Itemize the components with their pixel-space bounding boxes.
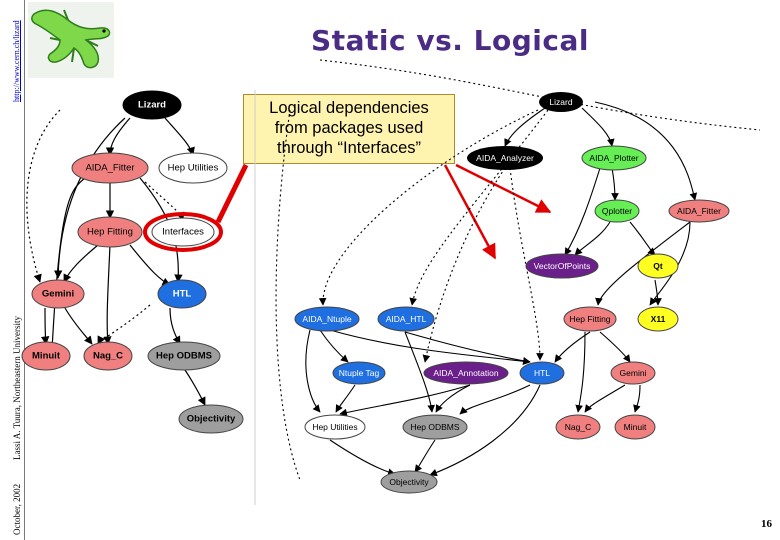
node-label: Gemini [41,288,75,300]
node-label: AIDA_HTL [385,314,427,324]
node-logical-aida-annotation[interactable] [424,362,508,384]
node-logical-aida-plotter[interactable] [582,146,646,170]
node-static-aida-fitter[interactable] [72,153,148,183]
node-static-nag-c[interactable] [84,342,132,370]
callout-line-1: Logical dependencies [269,99,429,117]
author-text: Lassi A. Tuura, Northeastern University [12,316,22,460]
callout-line-2: from packages used [274,119,424,137]
node-label: HTL [172,288,192,300]
node-label: Qplotter [601,206,633,216]
node-label: Ntuple Tag [338,368,380,378]
node-logical-aida-htl[interactable] [378,307,434,331]
node-label: AIDA_Annotation [433,368,499,378]
callout-arrow-1 [456,165,550,212]
node-label: Lizard [549,97,573,107]
node-label: Minuit [623,422,647,432]
node-logical-x11[interactable] [638,307,678,331]
node-label: AIDA_Plotter [589,153,639,163]
node-label: Gemini [619,368,647,378]
node-logical-ntuple-tag[interactable] [333,362,385,384]
node-logical-objectivity[interactable] [381,471,437,493]
node-logical-minuit[interactable] [615,415,655,439]
node-label: Qt [653,261,663,271]
node-logical-qt[interactable] [638,254,678,278]
node-label: Minuit [32,350,60,362]
node-static-objectivity[interactable] [179,405,243,433]
node-label: AIDA_Fitter [677,206,721,216]
slide-title: Static vs. Logical [311,24,589,57]
node-static-minuit[interactable] [22,342,70,370]
node-static-lizard[interactable] [123,91,181,119]
callout-line-3: through “Interfaces” [277,139,421,157]
node-label: Hep ODBMS [410,422,460,432]
node-label: Nag_C [564,422,592,432]
node-label: Hep Fitting [87,226,133,238]
node-logical-hep-fitting[interactable] [564,307,616,331]
node-static-interfaces[interactable] [152,218,214,246]
node-logical-vector-of-points[interactable] [526,254,598,278]
node-label: AIDA_Ntuple [302,314,352,324]
node-logical-lizard[interactable] [539,92,583,112]
node-label: HTL [533,368,551,378]
node-label: Hep Fitting [569,314,611,324]
node-logical-aida-fitter[interactable] [669,200,729,222]
node-logical-hep-utilities[interactable] [305,415,365,439]
node-static-hep-fitting[interactable] [78,217,142,247]
lizard-url-link[interactable]: http://www.cern.ch/lizard [12,20,21,102]
node-label: Interfaces [162,226,204,238]
node-label: Objectivity [186,413,236,425]
node-logical-aida-analyzer[interactable] [467,146,543,170]
node-static-htl[interactable] [158,280,206,308]
node-logical-aida-ntuple[interactable] [295,307,359,331]
node-label: Nag_C [92,350,124,362]
node-static-hep-utilities[interactable] [159,153,227,183]
node-logical-htl[interactable] [520,362,564,384]
page-number: 16 [761,518,772,530]
node-static-gemini[interactable] [32,280,84,308]
node-label: Hep ODBMS [156,350,212,362]
node-label: AIDA_Fitter [85,162,135,174]
node-label: VectorOfPoints [533,261,591,271]
node-logical-nag-c[interactable] [556,415,600,439]
node-label: Hep Utilities [167,162,219,174]
node-logical-hep-odbms[interactable] [403,415,467,439]
node-logical-gemini[interactable] [611,362,655,384]
node-static-hep-odbms[interactable] [148,342,220,370]
node-label: Lizard [138,99,166,111]
node-label: AIDA_Analyzer [476,153,534,163]
node-label: X11 [650,314,666,324]
date-text: October, 2002 [12,483,22,535]
node-logical-qplotter[interactable] [595,200,639,222]
callout-arrow-2 [445,165,495,258]
node-label: Hep Utilities [312,422,358,432]
node-label: Objectivity [389,477,429,487]
